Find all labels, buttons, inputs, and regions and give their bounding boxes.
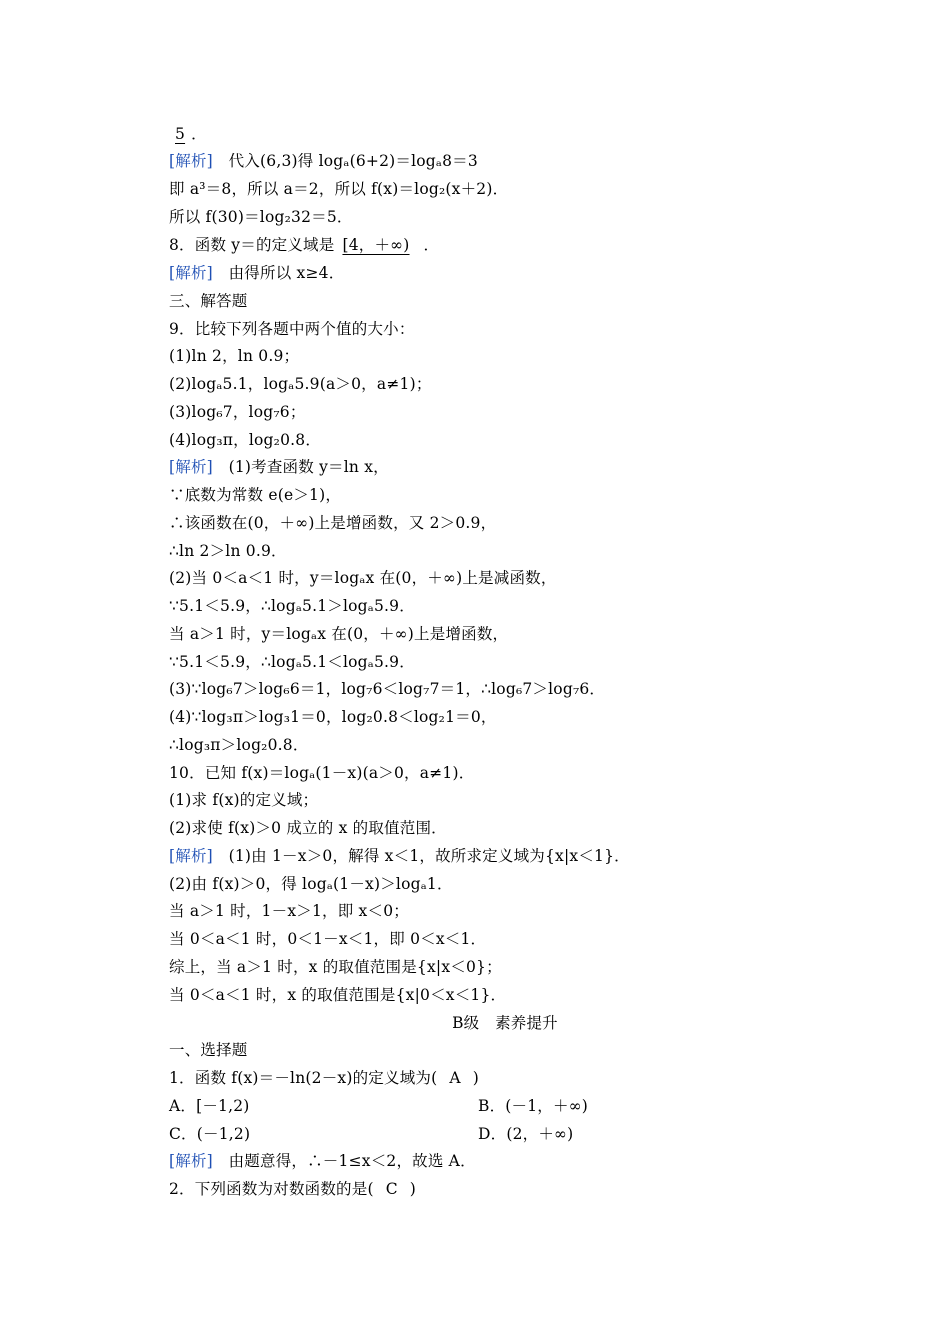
text-line: 综上，当 a＞1 时，x 的取值范围是{x|x＜0}； (169, 958, 502, 976)
text-line: (2)求使 f(x)＞0 成立的 x 的取值范围． (169, 819, 447, 837)
analysis-tag: [解析] (169, 152, 213, 170)
explanation-line (169, 260, 344, 286)
analysis-tag: [解析] (169, 264, 213, 282)
text-line: 当 0＜a＜1 时，x 的取值范围是{x|0＜x＜1}． (169, 986, 507, 1004)
text-line: (2)logₐ5.1，logₐ5.9(a＞0，a≠1)； (169, 375, 432, 393)
text-line: (4)log₃π，log₂0.8． (169, 431, 322, 449)
explanation-line (169, 148, 478, 174)
fill-answer: 5 (175, 125, 186, 143)
text-line: ∵5.1＜5.9，∴logₐ5.1＜logₐ5.9． (169, 653, 415, 671)
fill-answer: [4，＋∞) (342, 236, 410, 254)
question-b2 (169, 1176, 416, 1202)
text-line: ∴该函数在(0，＋∞)上是增函数，又 2＞0.9， (169, 514, 497, 532)
question-9: 9．比较下列各题中两个值的大小： (169, 320, 415, 338)
line-text: 由得所以 x≥4． (212, 264, 345, 282)
stem-close: ) (409, 1180, 417, 1198)
analysis-tag: [解析] (169, 1152, 213, 1170)
analysis-tag: [解析] (169, 458, 213, 476)
choice-answer: A (449, 1069, 461, 1087)
option-d: D．(2，＋∞) (478, 1125, 574, 1143)
choice-heading: 一、选择题 (169, 1041, 248, 1059)
text-line: ∵5.1＜5.9，∴logₐ5.1＞logₐ5.9． (169, 597, 415, 615)
section-b-heading: B级 素养提升 (452, 1014, 558, 1032)
line-suffix: ． (191, 125, 207, 143)
line-text: (1)考查函数 y＝ln x， (212, 458, 389, 476)
line-text: (1)由 1－x＞0，解得 x＜1，故所求定义域为{x|x＜1}． (212, 847, 630, 865)
question-b1 (169, 1065, 479, 1091)
text-line: 即 a³＝8，所以 a＝2，所以 f(x)＝log₂(x＋2)． (169, 180, 509, 198)
question-10: 10．已知 f(x)＝logₐ(1－x)(a＞0，a≠1)． (169, 764, 475, 782)
text-line: ∴ln 2＞ln 0.9． (169, 542, 287, 560)
explanation-line (169, 843, 630, 869)
stem-close: ) (472, 1069, 480, 1087)
text-line: ∴log₃π＞log₂0.8． (169, 736, 309, 754)
option-a: A．[－1,2) (169, 1097, 250, 1115)
text-line: (1)求 f(x)的定义域； (169, 791, 319, 809)
text-line: (2)由 f(x)＞0，得 logₐ(1－x)＞logₐ1． (169, 875, 453, 893)
line-text: 由题意得，∴－1≤x＜2，故选 A． (212, 1152, 476, 1170)
text-line: (3)log₆7，log₇6； (169, 403, 306, 421)
text-line: (4)∵log₃π＞log₃1＝0，log₂0.8＜log₂1＝0， (169, 708, 497, 726)
line-text: 代入(6,3)得 logₐ(6+2)＝logₐ8＝3 (212, 152, 478, 170)
text-line: 所以 f(30)＝log₂32＝5． (169, 208, 353, 226)
text-line: (1)ln 2，ln 0.9； (169, 347, 300, 365)
stem-text: 2．下列函数为对数函数的是( (169, 1180, 374, 1198)
explanation-line (169, 1148, 476, 1174)
line-prefix: 8．函数 y＝的定义域是 (169, 236, 335, 254)
line-suffix: ． (423, 236, 440, 254)
section-heading: 三、解答题 (169, 292, 248, 310)
analysis-tag: [解析] (169, 847, 213, 865)
options-row-cd (169, 1121, 869, 1147)
question-8 (169, 232, 439, 258)
option-c: C．(－1,2) (169, 1125, 251, 1143)
options-row-ab (169, 1093, 869, 1119)
text-line: (3)∵log₆7＞log₆6＝1，log₇6＜log₇7＝1，∴log₆7＞log₇6． (169, 680, 606, 698)
text-line: 当 a＞1 时，y＝logₐx 在(0，＋∞)上是增函数， (169, 625, 509, 643)
text-line: 当 a＞1 时，1－x＞1，即 x＜0； (169, 902, 409, 920)
option-b: B．(－1，＋∞) (478, 1097, 589, 1115)
stem-text: 1．函数 f(x)＝－ln(2－x)的定义域为( (169, 1069, 438, 1087)
choice-answer: C (385, 1180, 398, 1198)
explanation-line (169, 454, 389, 480)
answer-line-7 (169, 121, 207, 147)
text-line: (2)当 0＜a＜1 时，y＝logₐx 在(0，＋∞)上是减函数， (169, 569, 557, 587)
text-line: 当 0＜a＜1 时，0＜1－x＜1，即 0＜x＜1． (169, 930, 487, 948)
text-line: ∵底数为常数 e(e＞1)， (169, 486, 342, 504)
